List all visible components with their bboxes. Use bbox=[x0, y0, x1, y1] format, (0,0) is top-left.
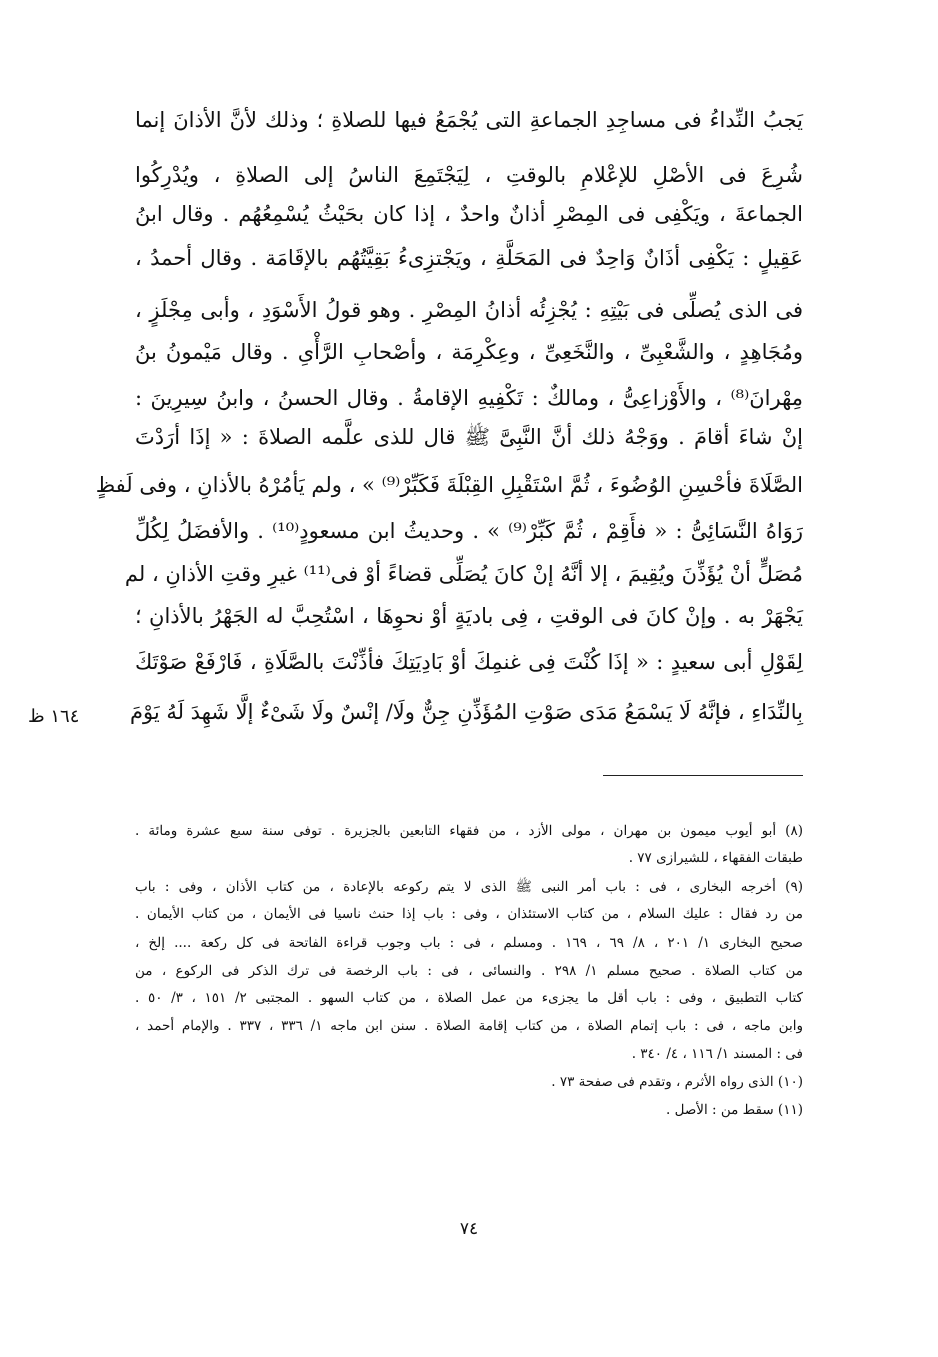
footnote-line: طبقات الفقهاء ، للشيرازى ٧٧ . bbox=[628, 850, 803, 866]
footnote-line: كتاب التطبيق ، وفى : باب أقل ما يجزىء من عمل الصلاة ، من كتاب السهو . المجتبى ٢/ ١٥١ ، ٣/ ٥٠ . bbox=[135, 990, 803, 1006]
main-text-line: بِالنِّدَاءِ ، فإنَّهُ لَا يَسْمَعُ مَدَى صَوْتِ المُؤَذِّنِ جِنٌّ ولَا/ إنْسٌ ولَا شَىْءٌ إلَّا شَهِدَ لَهُ يَوْمَ bbox=[129, 700, 803, 724]
main-text-line: ومُجَاهِدٍ ، والشَّعْبِىِّ ، والنَّخَعِىِّ ، وعِكْرِمَة ، وأصْحابِ الرَّأْىِ . وقال مَيْمونُ بنُ bbox=[135, 340, 803, 364]
footnote-line: وابن ماجه ، فى : باب إتمام الصلاة ، من كتاب إقامة الصلاة . سنن ابن ماجه ١/ ٣٣٦ ، ٣٣٧ . والإمام أحمد ، bbox=[135, 1018, 803, 1034]
footnote-line: (١١) سقط من : الأصل . bbox=[666, 1102, 803, 1118]
footnote-line: من رد فقال : عليك السلام ، من كتاب الاستئذان ، وفى : باب إذا حنث ناسيا فى الأيمان ، من كتاب الأيمان . bbox=[135, 906, 803, 922]
main-text-line: عَقِيلٍ : يَكْفِى أذَانٌ وَاحِدٌ فى المَحَلَّةِ ، ويَجْتزِىءُ بَقِيَّتُهُم بالإقَامَة . وقال أحمدُ ، bbox=[135, 246, 803, 270]
margin-folio-note: ١٦٤ ظ bbox=[28, 706, 80, 727]
footnote-line: (٨) أبو أيوب ميمون بن مهران ، مولى الأزد ، من فقهاء التابعين بالجزيرة . توفى سنة سبع عشرة ومائة . bbox=[135, 823, 803, 839]
main-text-line: لِقَوْلِ أبى سعيدٍ : « إذَا كُنْتَ فِى غنمِكَ أوْ بَادِيَتِكَ فأذِّنْتَ بالصَّلَاةِ ، فَارْفَعْ صَوْتَكَ bbox=[135, 650, 803, 674]
footnote-line: من كتاب الصلاة . صحيح مسلم ١/ ٢٩٨ . والنسائى ، فى : باب الرخصة فى ترك الذكر فى الركوع ، من bbox=[135, 963, 803, 979]
main-text-line: مُصَلٍّ أنْ يُؤَذِّنَ ويُقِيمَ ، إلا أنَّهُ إنْ كانَ يُصَلِّى قضاءً أوْ فى⁽¹¹⁾ غيرِ وقتِ الأذانِ ، لم bbox=[124, 562, 803, 586]
footnote-divider bbox=[603, 775, 803, 776]
main-text-line: شُرِعَ فى الأصْلِ للإعْلامِ بالوقتِ ، لِيَجْتَمِعَ الناسُ إلى الصلاةِ ، ويُدْرِكُوا bbox=[135, 163, 803, 187]
main-text-line: إنْ شاءَ أقامَ . ووَجْهُ ذلك أنَّ النَّبِىَّ ﷺ قال للذى علَّمه الصلاةَ : « إذَا أرَدْتَ bbox=[135, 425, 803, 449]
page-number: ٧٤ bbox=[459, 1219, 479, 1239]
main-text-line: الصَّلَاةَ فأحْسِنِ الوُضُوءَ ، ثُمَّ اسْتَقْبِلِ القِبْلَةَ فَكَبِّرْ⁽⁹⁾ » ، ولم يَأمُرْهُ بالأذانِ ، وفى لَفظٍ bbox=[95, 473, 803, 497]
footnote-line: (١٠) الذى رواه الأثرم ، وتقدم فى صفحة ٧٣ . bbox=[551, 1074, 803, 1090]
footnote-line: (٩) أخرجه البخارى ، فى : باب أمر النبى ﷺ الذى لا يتم ركوعه بالإعادة ، من كتاب الأذان ، وفى : باب bbox=[135, 879, 803, 895]
main-text-line: فى الذى يُصلِّى فى بَيْتِهِ : يُجْزِئُه أذانُ المِصْرِ . وهو قولُ الأَسْوَدِ ، وأبى مِجْلَزٍ ، bbox=[135, 298, 803, 322]
footnote-line: صحيح البخارى ١/ ٢٠١ ، ٨/ ٦٩ ، ١٦٩ . ومسلم ، فى : باب وجوب قراءة الفاتحة فى كل ركعة .... إلخ ، bbox=[135, 935, 803, 951]
main-text-line: الجماعةَ ، ويَكْفِى فى المِصْرِ أذانٌ واحدٌ ، إذا كان بحَيْثُ يُسْمِعُهُم . وقال ابنُ bbox=[135, 202, 803, 226]
main-text-line: يَجْهَرْ به . وإنْ كانَ فى الوقتِ ، فِى باديَةٍ أوْ نحوِهَا ، اسْتُحِبَّ له الجَهْرُ بالأذانِ ؛ bbox=[135, 604, 803, 628]
main-text-line: مِهْرانَ⁽⁸⁾ ، والأَوْزاعِىُّ ، ومالكٌ : تَكْفِيهِ الإقامةُ . وقال الحسنُ ، وابنُ سِيرِينَ : bbox=[135, 386, 803, 410]
footnote-line: فى : المسند ١/ ١١٦ ، ٤/ ٣٤٠ . bbox=[631, 1046, 803, 1062]
main-text-line: يَجبُ النِّداءُ فى مساجِدِ الجماعةِ التى يُجْمَعُ فيها للصلاةِ ؛ وذلك لأنَّ الأذانَ إنما bbox=[135, 108, 803, 132]
main-text-line: رَوَاهُ النَّسَائِىُّ : « فأَقِمْ ، ثُمَّ كَبِّرْ⁽⁹⁾ » . وحديثُ ابن مسعودٍ⁽¹⁰⁾ . والأفضَلُ لِكُلِّ bbox=[135, 519, 803, 543]
